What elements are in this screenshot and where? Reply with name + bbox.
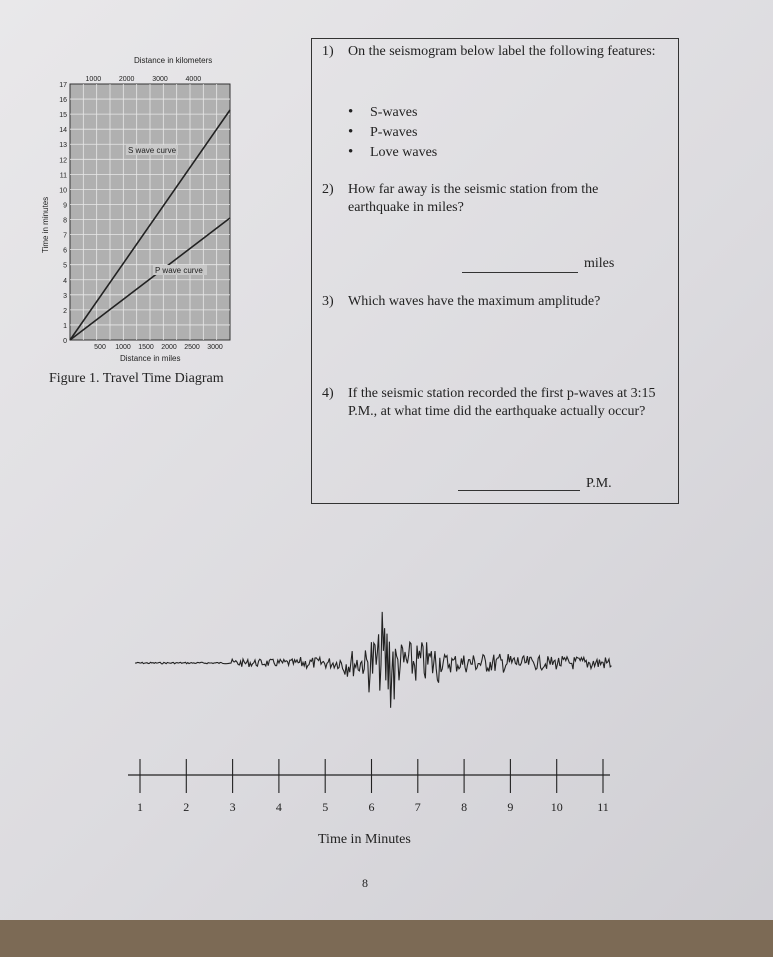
question-3-text: Which waves have the maximum amplitude? [348,294,601,309]
question-4-answer-line[interactable] [458,490,580,491]
time-tick-label: 2 [183,800,190,814]
y-tick-label: 3 [63,292,67,300]
s-wave-curve-label: S wave curve [128,146,177,155]
question-4-text: If the seismic station recorded the first p-waves at 3:15 P.M., at what time did the earthquake actually occur? [348,386,656,419]
bottom-tick-label: 500 [94,344,106,351]
bottom-tick-label: 2500 [184,344,200,351]
bottom-tick-label: 1500 [138,344,154,351]
y-tick-label: 4 [63,277,67,285]
top-tick-label: 3000 [152,76,168,83]
bottom-axis-ticks [94,344,223,351]
y-tick-label: 14 [59,127,67,135]
p-wave-curve-label: P wave curve [155,266,203,275]
question-1-text: On the seismogram below label the following features: [348,44,656,59]
y-tick-label: 5 [63,262,67,270]
y-tick-label: 17 [59,82,67,89]
travel-time-diagram [40,48,270,373]
question-4-unit: P.M. [586,476,612,491]
top-tick-label: 4000 [185,76,202,83]
time-tick-label: 6 [368,800,375,814]
y-tick-label: 9 [63,202,67,210]
time-axis-title: Time in Minutes [318,832,411,847]
y-axis-label: Time in minutes [41,196,50,253]
question-2-unit: miles [584,256,615,271]
y-tick-label: 0 [63,338,67,345]
bottom-axis-label: Distance in miles [120,354,181,363]
y-tick-label: 7 [63,232,67,240]
seismogram [0,575,773,815]
time-tick-label: 5 [322,800,329,814]
y-tick-label: 2 [63,307,67,315]
y-tick-label: 12 [59,157,67,165]
y-tick-label: 6 [63,247,67,255]
y-tick-label: 11 [59,172,67,180]
time-tick-label: 8 [461,800,468,814]
top-tick-label: 1000 [85,76,102,83]
time-tick-label: 3 [229,800,236,814]
question-2-text: How far away is the seismic station from the earthquake in miles? [348,182,599,215]
time-tick-label: 1 [137,800,143,814]
question-3-number: 3) [322,294,334,309]
question-2-answer-line[interactable] [462,272,578,273]
question-4-number: 4) [322,386,334,401]
question-1-number: 1) [322,44,334,59]
y-tick-label: 13 [59,142,67,150]
bottom-tick-label: 2000 [161,344,177,351]
y-tick-label: 16 [59,97,67,105]
bottom-tick-label: 1000 [115,344,131,351]
y-tick-label: 10 [59,187,67,195]
time-tick-label: 10 [550,800,563,814]
time-tick-label: 7 [414,800,421,814]
question-2-number: 2) [322,182,334,197]
page-number: 8 [362,876,368,890]
time-tick-label: 11 [597,800,609,814]
bullet-p-waves: • P-waves [348,125,437,145]
time-axis-ticks [137,759,609,814]
figure-caption: Figure 1. Travel Time Diagram [49,371,224,386]
time-tick-label: 4 [275,800,282,814]
questions-box [311,38,679,504]
question-1-bullets [348,105,437,165]
y-tick-label: 15 [59,112,67,120]
y-tick-label: 1 [63,322,67,330]
y-axis-ticks [59,82,67,345]
top-axis-ticks [86,76,202,83]
table-surface [0,920,773,957]
bottom-tick-label: 3000 [207,344,223,351]
bullet-love-waves: • Love waves [348,145,437,165]
top-axis-label: Distance in kilometers [134,56,213,65]
time-tick-label: 9 [507,800,514,814]
bullet-s-waves: • S-waves [348,105,437,125]
top-tick-label: 2000 [118,76,135,83]
seismogram-trace [135,612,611,708]
y-tick-label: 8 [63,217,67,225]
